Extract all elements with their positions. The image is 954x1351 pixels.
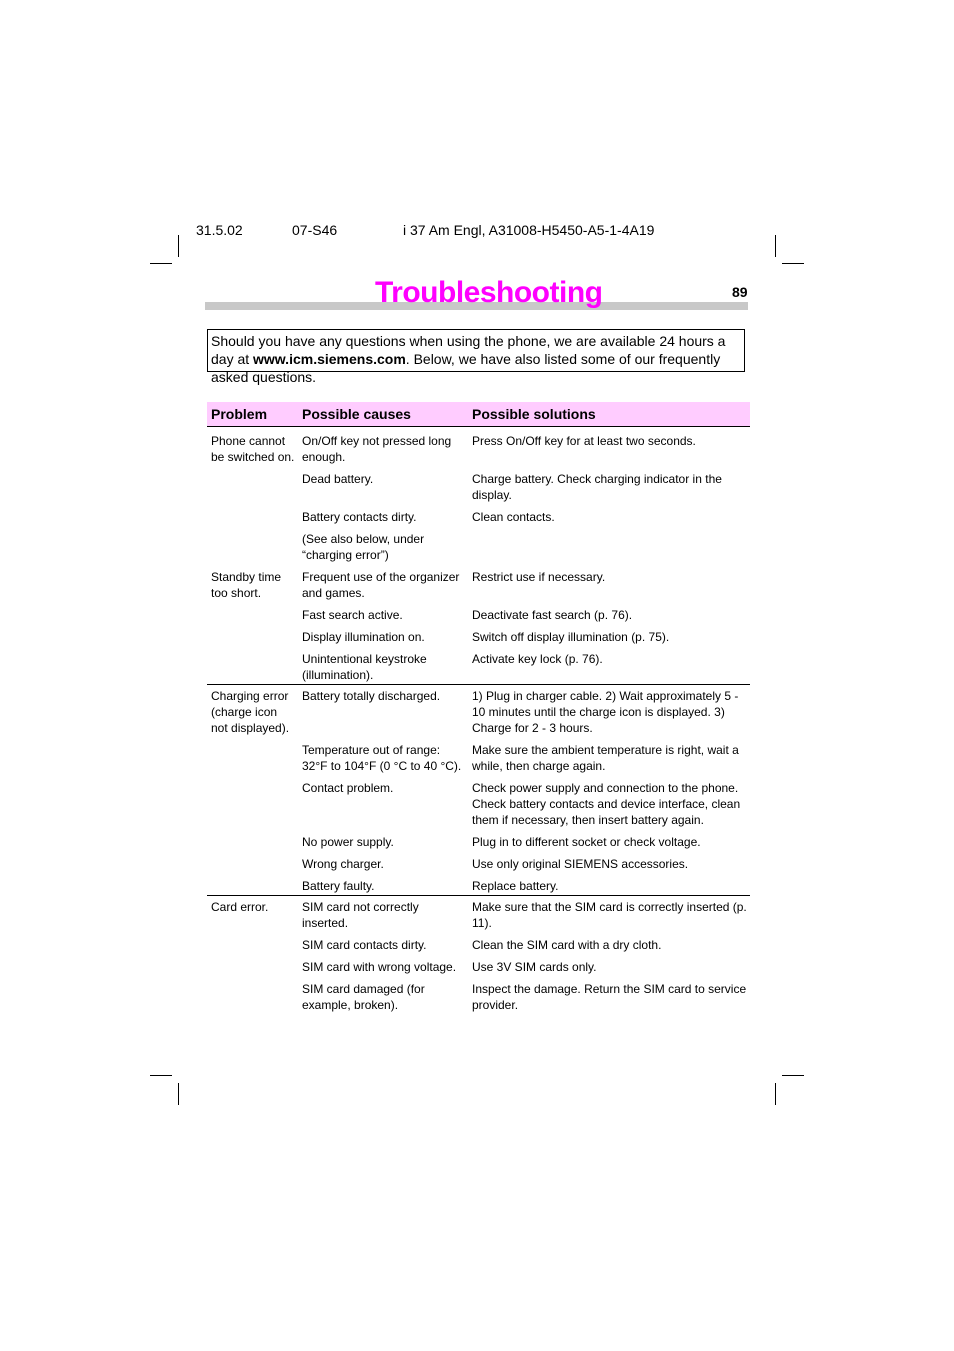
cause-cell: Frequent use of the organizer and games. xyxy=(302,570,460,600)
problem-cell: Card error. xyxy=(211,900,269,914)
column-header-solutions: Possible solutions xyxy=(468,402,750,427)
cause-cell: SIM card contacts dirty. xyxy=(302,938,427,952)
cause-cell: Battery totally discharged. xyxy=(302,689,441,703)
table-row xyxy=(207,427,750,469)
solution-cell: Clean contacts. xyxy=(472,510,555,524)
table-row xyxy=(207,566,750,604)
crop-mark xyxy=(775,235,776,257)
cause-cell: (See also below, under “charging error”) xyxy=(302,532,425,562)
solution-cell: Use only original SIEMENS accessories. xyxy=(472,857,689,871)
column-header-problem: Problem xyxy=(207,402,298,427)
support-link[interactable]: www.icm.siemens.com xyxy=(253,351,406,367)
crop-mark xyxy=(782,263,804,264)
cause-cell: SIM card with wrong voltage. xyxy=(302,960,457,974)
cause-cell: Battery faulty. xyxy=(298,875,468,896)
solution-cell: Make sure that the SIM card is correctly inserted (p. 11). xyxy=(472,900,747,930)
crop-mark xyxy=(775,1083,776,1105)
problem-cell: Charging error (charge icon not displayed). xyxy=(207,685,298,896)
crop-mark xyxy=(150,263,172,264)
cause-cell: Fast search active. xyxy=(302,608,403,622)
cause-cell: Display illumination on. xyxy=(302,630,425,644)
cause-cell: Temperature out of range: 32°F to 104°F (0 °C to 40 °C). xyxy=(302,743,462,773)
print-doc-id: i 37 Am Engl, A31008-H5450-A5-1-4A19 xyxy=(403,222,655,238)
cause-cell: Wrong charger. xyxy=(302,857,384,871)
solution-cell: Clean the SIM card with a dry cloth. xyxy=(472,938,662,952)
solution-cell: Replace battery. xyxy=(468,875,750,896)
column-header-causes: Possible causes xyxy=(298,402,468,427)
table-row xyxy=(207,685,750,740)
cause-cell: SIM card damaged (for example, broken). xyxy=(302,982,425,1012)
table-row xyxy=(207,896,750,935)
cause-cell: Battery contacts dirty. xyxy=(302,510,417,524)
cause-cell: Unintentional keystroke (illumination). xyxy=(298,648,468,685)
solution-cell: Plug in to different socket or check voltage. xyxy=(472,835,701,849)
intro-text: Should you have any questions when using the phone, we are available 24 hours a day at xyxy=(211,333,726,367)
solution-cell: 1) Plug in charger cable. 2) Wait approximately 5 - 10 minutes until the charge icon is displayed. 3) Charge for 2 - 3 hours. xyxy=(472,689,739,735)
cause-cell: No power supply. xyxy=(302,835,394,849)
cause-cell: SIM card not correctly inserted. xyxy=(302,900,419,930)
crop-mark xyxy=(178,1083,179,1105)
solution-cell: Deactivate fast search (p. 76). xyxy=(472,608,633,622)
cause-cell: On/Off key not pressed long enough. xyxy=(302,434,452,464)
print-code: 07-S46 xyxy=(292,222,338,238)
cause-cell: Contact problem. xyxy=(302,781,394,795)
page-number: 89 xyxy=(732,284,748,300)
solution-cell: Inspect the damage. Return the SIM card to service provider. xyxy=(472,982,747,1012)
solution-cell: Make sure the ambient temperature is right, wait a while, then charge again. xyxy=(472,743,739,773)
solution-cell: Activate key lock (p. 76). xyxy=(468,648,750,685)
print-date: 31.5.02 xyxy=(196,222,243,238)
solution-cell: Restrict use if necessary. xyxy=(472,570,606,584)
table-header-row xyxy=(207,402,750,427)
solution-cell xyxy=(468,528,750,566)
cause-cell: Dead battery. xyxy=(302,472,374,486)
troubleshooting-table xyxy=(207,402,750,1016)
problem-cell: Phone cannot be switched on. xyxy=(211,434,295,464)
solution-cell: Check power supply and connection to the phone. Check battery contacts and device interface, clean them if necessary, then insert battery again. xyxy=(472,781,741,827)
crop-mark xyxy=(782,1075,804,1076)
solution-cell: Charge battery. Check charging indicator in the display. xyxy=(472,472,722,502)
problem-cell: Standby time too short. xyxy=(207,566,298,685)
solution-cell: Use 3V SIM cards only. xyxy=(472,960,597,974)
solution-cell: Switch off display illumination (p. 75). xyxy=(472,630,670,644)
crop-mark xyxy=(178,235,179,257)
intro-box xyxy=(207,329,745,385)
crop-mark xyxy=(150,1075,172,1076)
solution-cell: Press On/Off key for at least two seconds. xyxy=(472,434,696,448)
intro-text-end: . Below, we have also listed some of our frequently asked questions. xyxy=(211,351,721,385)
page-title: Troubleshooting xyxy=(375,276,603,309)
